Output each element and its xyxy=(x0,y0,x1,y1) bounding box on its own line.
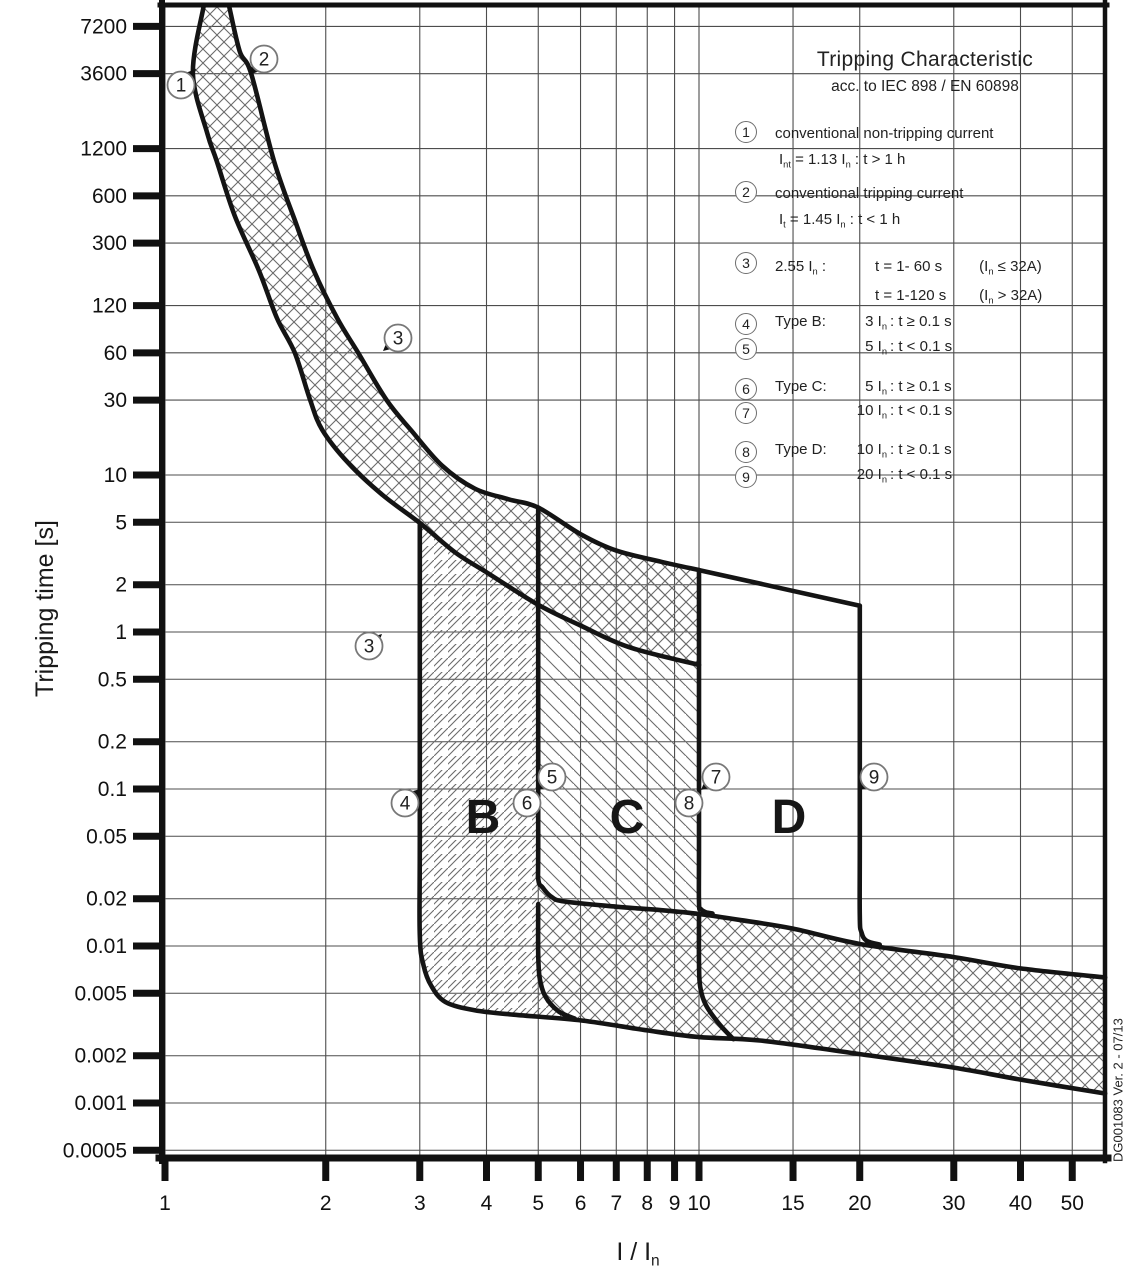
legend-item-9-cond: : t < 0.1 s xyxy=(890,466,953,483)
x-tick-label: 30 xyxy=(942,1192,966,1215)
legend-num-9-badge: 9 xyxy=(735,466,757,488)
y-tick-label: 0.5 xyxy=(97,668,127,692)
legend-num-8-badge: 8 xyxy=(735,441,757,463)
legend-item-4-label: Type B: xyxy=(775,313,826,330)
y-tick-label: 0.0005 xyxy=(62,1139,127,1163)
y-tick-label: 3600 xyxy=(80,62,127,86)
legend-item-1 xyxy=(735,121,993,173)
legend-item-4-qty: 3 $I_n$ xyxy=(865,313,887,332)
legend-item-9-qty: 20 $I_n$ xyxy=(856,466,887,485)
legend-num-4-badge: 4 xyxy=(735,313,757,335)
marker-number: 2 xyxy=(258,49,270,71)
legend-item-1-formula: $I_{nt} = 1.13$ $I_n$ : t > 1 h xyxy=(779,151,906,170)
legend-item-5 xyxy=(735,338,952,360)
legend-item-3-paren-1: $(I_n \le 32A)$ xyxy=(979,258,1042,277)
marker-9 xyxy=(860,764,888,791)
marker-number: 8 xyxy=(683,793,695,815)
x-tick-label: 7 xyxy=(610,1192,623,1215)
y-tick-label: 5 xyxy=(115,511,127,535)
legend-item-1-label: conventional non-tripping current xyxy=(775,125,994,142)
legend-item-8-label: Type D: xyxy=(775,441,827,458)
legend-item-2 xyxy=(735,181,963,233)
legend-item-6-label: Type C: xyxy=(775,378,827,395)
y-tick-label: 1200 xyxy=(80,137,127,161)
legend-item-7 xyxy=(735,402,952,424)
x-tick-label: 6 xyxy=(574,1192,587,1215)
legend-item-3-row-2 xyxy=(875,281,1042,310)
x-tick-label: 8 xyxy=(641,1192,654,1215)
region-label-b: B xyxy=(465,791,501,844)
y-tick-label: 0.002 xyxy=(74,1044,127,1068)
x-tick-label: 40 xyxy=(1008,1192,1033,1215)
y-tick-label: 0.01 xyxy=(86,935,127,958)
x-tick-label: 15 xyxy=(781,1192,805,1215)
region-label-c: C xyxy=(609,791,645,844)
legend-num-3-badge: 3 xyxy=(735,252,757,274)
marker-8 xyxy=(676,790,703,817)
marker-2 xyxy=(249,46,278,76)
marker-3 xyxy=(383,325,412,352)
x-tick-label: 1 xyxy=(159,1192,171,1215)
marker-number: 9 xyxy=(868,767,880,789)
legend-item-7-cond: : t < 0.1 s xyxy=(890,402,953,419)
y-tick-label: 7200 xyxy=(80,15,127,39)
y-tick-label: 300 xyxy=(91,232,127,256)
marker-number: 3 xyxy=(363,636,375,658)
legend-item-8-qty: 10 $I_n$ xyxy=(856,441,887,460)
x-tick-label: 3 xyxy=(413,1192,426,1215)
y-tick-label: 0.005 xyxy=(74,982,127,1006)
y-tick-label: 120 xyxy=(91,294,127,318)
legend-item-3-row-1 xyxy=(875,252,1042,281)
marker-4 xyxy=(392,789,421,817)
legend-num-6-badge: 6 xyxy=(735,378,757,400)
type-d-upper-segment xyxy=(699,570,860,606)
marker-number: 3 xyxy=(392,328,404,350)
x-tick-label: 50 xyxy=(1060,1192,1084,1215)
x-tick-label: 4 xyxy=(480,1192,493,1215)
x-tick-label: 10 xyxy=(687,1192,711,1215)
legend-item-4 xyxy=(735,313,952,335)
legend-item-2-formula: $I_t = 1.45$ $I_n$ : t < 1 h xyxy=(779,211,901,230)
y-tick-label: 60 xyxy=(103,341,127,365)
marker-5 xyxy=(538,764,566,791)
y-axis-title: Tripping time [s] xyxy=(31,520,59,697)
legend-item-6-qty: 5 $I_n$ xyxy=(865,378,887,397)
legend-item-4-cond: : t ≥ 0.1 s xyxy=(890,313,952,330)
legend xyxy=(735,45,1117,515)
legend-num-7-badge: 7 xyxy=(735,402,757,424)
y-tick-label: 0.1 xyxy=(97,778,127,801)
legend-item-3 xyxy=(735,252,1042,310)
marker-7 xyxy=(701,764,730,791)
legend-item-3-time-1: t = 1- 60 s xyxy=(875,258,943,275)
y-tick-label: 30 xyxy=(103,389,127,413)
x-tick-label: 5 xyxy=(532,1192,545,1215)
legend-title: Tripping Characteristic xyxy=(816,48,1034,71)
marker-number: 4 xyxy=(399,793,411,815)
y-tick-label: 2 xyxy=(115,573,127,597)
legend-item-8-cond: : t ≥ 0.1 s xyxy=(890,441,952,458)
legend-item-9 xyxy=(735,466,952,488)
x-tick-label: 9 xyxy=(668,1192,681,1215)
legend-item-2-label: conventional tripping current xyxy=(775,185,964,202)
legend-num-2-badge: 2 xyxy=(735,181,757,203)
y-tick-label: 0.2 xyxy=(97,730,127,754)
x-axis-title: I / $I_n$ xyxy=(616,1238,660,1270)
legend-num-1-badge: 1 xyxy=(735,121,757,143)
marker-3 xyxy=(356,633,383,660)
legend-item-5-cond: : t < 0.1 s xyxy=(890,338,953,355)
legend-item-7-qty: 10 $I_n$ xyxy=(856,402,887,421)
y-tick-label: 10 xyxy=(103,464,127,487)
y-tick-label: 0.02 xyxy=(86,887,127,911)
legend-item-6-cond: : t ≥ 0.1 s xyxy=(890,378,952,395)
legend-subtitle: acc. to IEC 898 / EN 60898 xyxy=(831,78,1019,95)
legend-item-6 xyxy=(735,378,952,400)
y-tick-label: 1 xyxy=(115,621,127,644)
marker-6 xyxy=(514,790,541,817)
legend-item-3-time-2: t = 1-120 s xyxy=(875,287,947,304)
y-tick-label: 0.05 xyxy=(86,825,127,849)
marker-number: 5 xyxy=(546,767,558,789)
legend-item-3-label: 2.55 $I_n$ : xyxy=(775,258,827,277)
marker-number: 7 xyxy=(710,767,722,789)
document-version-note: DG001083 Ver. 2 - 07/13 xyxy=(1110,1018,1126,1162)
y-tick-label: 600 xyxy=(91,184,127,208)
x-tick-label: 2 xyxy=(319,1192,332,1215)
legend-item-8 xyxy=(735,441,952,463)
y-tick-label: 0.001 xyxy=(74,1092,127,1115)
marker-number: 1 xyxy=(175,75,187,97)
legend-num-5-badge: 5 xyxy=(735,338,757,360)
legend-item-5-qty: 5 $I_n$ xyxy=(865,338,887,357)
legend-item-3-paren-2: $(I_n > 32A)$ xyxy=(979,287,1043,306)
region-label-d: D xyxy=(771,791,807,844)
x-tick-label: 20 xyxy=(848,1192,872,1215)
marker-number: 6 xyxy=(521,793,533,815)
